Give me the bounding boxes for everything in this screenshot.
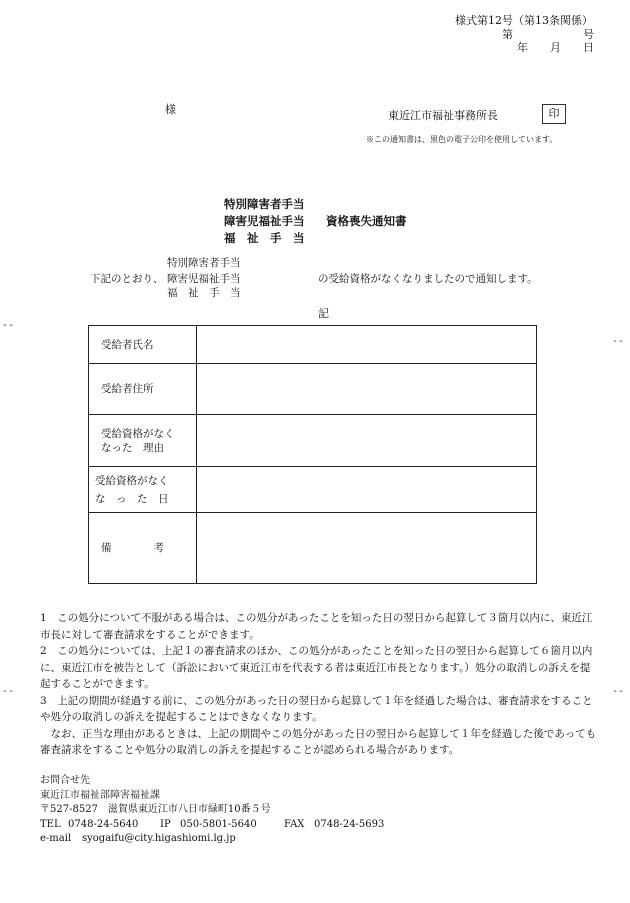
table-row: [89, 513, 537, 584]
date-year: 年: [517, 41, 528, 54]
margin-mark-left-top: --: [2, 320, 15, 331]
allowance-disabled-child: 障害児福祉手当: [224, 214, 305, 228]
allowance-welfare: 福 祉 手 当: [224, 231, 305, 245]
label-recipient-address: 受給者住所: [89, 364, 197, 415]
tel-number: 0748-24-5640: [68, 818, 139, 830]
note-3-proviso: なお、正当な理由があるときは、上記の期間やこの処分があった日の翌日から起算して１年を経過した後であっても審査請求をすることや処分の取消しの訴えを提起することが認められる場合があります。: [40, 727, 597, 756]
email-address: syogaifu@city.higashiomi.lg.jp: [82, 833, 236, 844]
fax-label: FAX: [284, 818, 305, 830]
issue-date: [517, 39, 594, 55]
intro-allowance-3: 福 祉 手 当: [167, 287, 241, 299]
date-month: 月: [550, 41, 561, 54]
document-title: 資格喪失通知書: [326, 214, 407, 228]
intro-prefix: 下記のとおり、: [90, 273, 164, 285]
label-recipient-name: 受給者氏名: [89, 326, 197, 364]
contact-email: [40, 832, 384, 847]
table-row: [89, 415, 537, 467]
allowance-list: [224, 196, 305, 247]
addressee-honorific: 様: [165, 103, 176, 116]
value-loss-reason: [197, 415, 537, 467]
fax-number: 0748-24-5693: [314, 818, 385, 830]
label-loss-date: 受給資格がなく な っ た 日: [89, 467, 197, 513]
ip-label: IP: [160, 818, 171, 830]
date-day: 日: [583, 41, 594, 54]
margin-mark-left-bottom: --: [2, 686, 15, 697]
contact-block: [40, 774, 384, 847]
margin-mark-right-bottom: --: [612, 686, 625, 697]
number-prefix: 第: [502, 28, 513, 41]
allowance-special-disability: 特別障害者手当: [224, 197, 305, 211]
note-3: 3 上記の期間が経過する前に、この処分があった日の翌日から起算して１年を経過した場合は、審査請求をすることや処分の取消しの訴えを提起することはできなくなります。: [40, 694, 593, 723]
margin-mark-right-top: --: [612, 336, 625, 347]
seal-stamp: 印: [542, 104, 566, 124]
label-loss-reason: 受給資格がなく なった 理由: [89, 415, 197, 467]
email-label: e-mail: [40, 833, 72, 844]
table-row: [89, 467, 537, 513]
recipient-info-table: [88, 325, 537, 584]
contact-heading: お問合せ先: [40, 775, 90, 786]
intro-suffix: の受給資格がなくなりましたので通知します。: [318, 273, 538, 285]
value-loss-date: [197, 467, 537, 513]
intro-allowance-2: 障害児福祉手当: [167, 273, 241, 285]
ki-marker: 記: [318, 307, 329, 320]
appeal-notes: [40, 610, 600, 759]
seal-note: ※この通知書は、黒色の電子公印を使用しています。: [366, 135, 558, 144]
table-row: [89, 326, 537, 364]
note-2: 2 この処分については、上記１の審査請求のほか、この処分があったことを知った日の翌日から起算して６箇月以内に、東近江市を被告として（訴訟において東近江市を代表する者は東近江市長となります。）処分の取消しの訴えを提起することができます。: [40, 645, 593, 690]
tel-label: TEL: [40, 818, 61, 830]
number-suffix: 号: [583, 28, 594, 41]
ip-number: 050-5801-5640: [180, 818, 257, 830]
value-recipient-name: [197, 326, 537, 364]
intro-allowance-1: 特別障害者手当: [167, 257, 241, 269]
contact-phones: [40, 818, 384, 833]
table-row: [89, 364, 537, 415]
value-remarks: [197, 513, 537, 584]
contact-department: 東近江市福祉部障害福祉課: [40, 789, 160, 801]
note-1: 1 この処分について不服がある場合は、この処分があったことを知った日の翌日から起算して３箇月以内に、東近江市長に対して審査請求をすることができます。: [40, 612, 593, 641]
label-remarks: 備 考: [89, 513, 197, 584]
issuer-name: 東近江市福祉事務所長: [388, 109, 498, 122]
form-number: 様式第12号（第13条関係）: [455, 14, 593, 27]
value-recipient-address: [197, 364, 537, 415]
contact-address: 〒527-8527 滋賀県東近江市八日市緑町10番５号: [40, 804, 271, 815]
